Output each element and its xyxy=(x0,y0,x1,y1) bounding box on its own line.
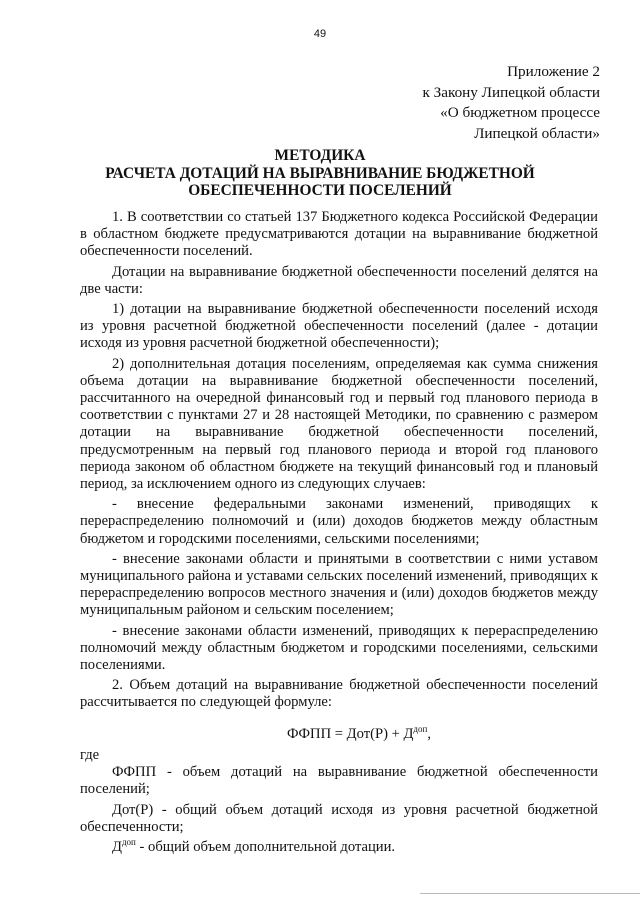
definition-superscript: доп xyxy=(121,836,136,847)
document-body xyxy=(80,209,598,856)
title-line: РАСЧЕТА ДОТАЦИЙ НА ВЫРАВНИВАНИЕ БЮДЖЕТНОЙ xyxy=(105,164,535,182)
appendix-line: Липецкой области» xyxy=(474,124,600,142)
paragraph: - внесение законами области и принятыми в соответствии с ними уставом муниципального района и уставами сельских поселений изменений, приводящих к перераспределению вопросов местного значения и (или) доходов бюджетов между муниципальным районом и сельским поселением; xyxy=(80,550,598,619)
paragraph: - внесение федеральными законами изменений, приводящих к перераспределению полномочий и (или) доходов бюджетов между областным бюджетом и городскими поселениями, сельскими поселениями; xyxy=(80,496,598,547)
appendix-note xyxy=(422,62,600,144)
appendix-line: «О бюджетном процессе xyxy=(440,104,600,121)
appendix-line: Приложение 2 xyxy=(507,63,600,80)
scan-edge-line xyxy=(420,893,640,894)
title-line: ОБЕСПЕЧЕННОСТИ ПОСЕЛЕНИЙ xyxy=(188,182,452,199)
definition: ФФПП - объем дотаций на выравнивание бюджетной обеспеченности поселений; xyxy=(80,764,598,798)
definition-symbol: Д xyxy=(112,838,122,855)
formula-main: ФФПП = Дот(Р) + Д xyxy=(287,725,414,742)
appendix-line: к Закону Липецкой области xyxy=(422,83,600,101)
page-number: 49 xyxy=(313,28,327,40)
paragraph: Дотации на выравнивание бюджетной обеспеченности поселений делятся на две части: xyxy=(80,263,598,297)
paragraph: 2. Объем дотаций на выравнивание бюджетной обеспеченности поселений рассчитывается по следующей формуле: xyxy=(80,677,598,711)
where-label: где xyxy=(80,746,100,763)
formula xyxy=(120,723,598,743)
definition: Дот(Р) - общий объем дотаций исходя из уровня расчетной бюджетной обеспеченности; xyxy=(80,801,598,835)
definition xyxy=(80,836,598,856)
title-line: МЕТОДИКА xyxy=(274,147,366,164)
paragraph: 2) дополнительная дотация поселениям, определяемая как сумма снижения объема дотации на выравнивание бюджетной обеспеченности поселений, рассчитанного на очередной финансовый год и первый год планового периода в соответствии с пунктами 27 и 28 настоящей Методики, по сравнению с размером дотации на выравнивание бюджетной обеспеченности поселений, предусмотренным на первый год планового периода и второй год планового периода законом об областном бюджете на текущий финансовый год и плановый период, за исключением одного из следующих случаев: xyxy=(80,355,598,493)
paragraph: 1) дотации на выравнивание бюджетной обеспеченности поселений исходя из уровня расчетной бюджетной обеспеченности поселений (далее - дотации исходя из уровня расчетной бюджетной обеспеченности); xyxy=(80,301,598,352)
document-title xyxy=(0,147,640,200)
formula-end: , xyxy=(427,725,431,742)
paragraph: - внесение законами области изменений, приводящих к перераспределению полномочий между областным бюджетом и городскими поселениями, сельскими поселениями. xyxy=(80,622,598,674)
definition-text: - общий объем дополнительной дотации. xyxy=(135,838,396,855)
formula-superscript: доп xyxy=(413,723,428,734)
paragraph: 1. В соответствии со статьей 137 Бюджетного кодекса Российской Федерации в областном бюджете предусматриваются дотации на выравнивание бюджетной обеспеченности поселений. xyxy=(80,209,598,260)
